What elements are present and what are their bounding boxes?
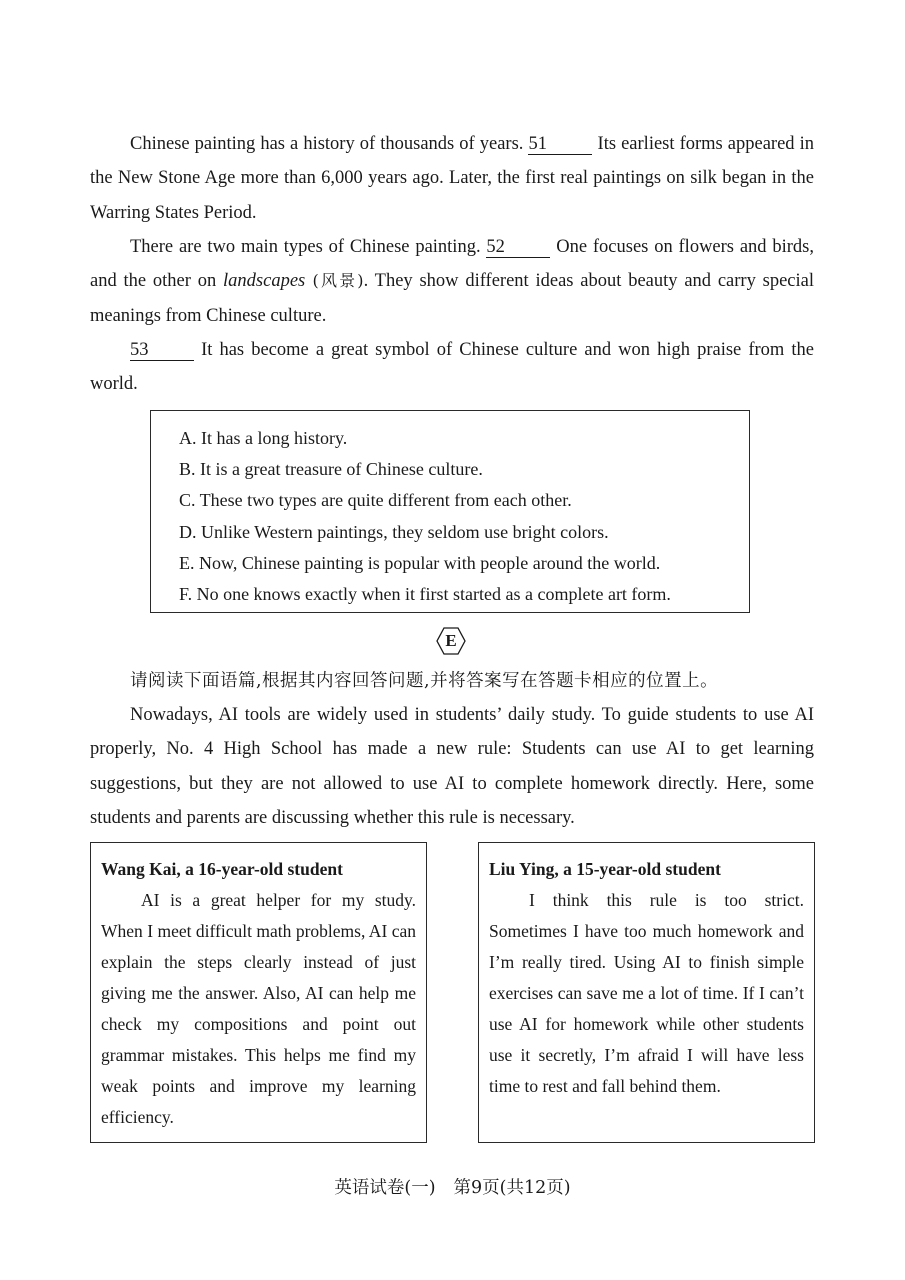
paper-title: 英语试卷(一) — [334, 1178, 436, 1198]
option-d: D. Unlike Western paintings, they seldom use bright colors. — [179, 521, 609, 542]
paragraph-text: There are two main types of Chinese painting. — [130, 237, 487, 257]
section-letter: E — [445, 631, 457, 650]
option-c: C. These two types are quite different from each other. — [179, 490, 572, 511]
paragraph-text: . They show different ideas about beauty and carry special meanings from Chinese culture. — [90, 271, 814, 326]
section-e-badge — [436, 626, 466, 656]
paragraph-text: It has become a great symbol of Chinese culture and won high praise from the world. — [90, 340, 814, 395]
options-box — [150, 410, 750, 613]
chinese-gloss: (风景) — [305, 271, 364, 291]
option-b: B. It is a great treasure of Chinese culture. — [179, 459, 483, 480]
page-number: 第9页(共12页) — [453, 1178, 571, 1198]
opinion-box-liu-ying — [478, 842, 815, 1143]
option-e: E. Now, Chinese painting is popular with people around the world. — [179, 552, 661, 573]
section-e-intro: Nowadays, AI tools are widely used in students’ daily study. To guide students to use AI properly, No. 4 High School has made a new rule: Students can use AI to get learning suggestions, but they are not allowed to use AI to complete homework directly. Here, some students and parents are discussing whether this rule is necessary. — [90, 705, 814, 828]
blank-52: 52 — [486, 237, 550, 258]
paragraph-text: One focuses on flowers and birds, and the other on — [90, 237, 814, 292]
opinion-box-wang-kai — [90, 842, 427, 1143]
paragraph-text: Chinese painting has a history of thousands of years. — [130, 134, 529, 154]
options-list — [151, 411, 749, 610]
option-a: A. It has a long history. — [179, 428, 348, 448]
passage-paragraph-2 — [90, 230, 814, 333]
blank-51: 51 — [528, 134, 592, 155]
italic-term: landscapes — [223, 271, 306, 292]
option-f: F. No one knows exactly when it first started as a complete art form. — [179, 584, 671, 605]
opinion-text: AI is a great helper for my study. When I meet difficult math problems, AI can explain the steps clearly instead of just giving me the answer. Also, AI can help me check my compositions and point out grammar mistakes. This helps me find my weak points and improve my learning efficiency. — [101, 890, 416, 1127]
passage-paragraph-3 — [90, 333, 814, 402]
passage-paragraph-1 — [90, 127, 814, 230]
opinion-speaker: Liu Ying, a 15-year-old student — [489, 859, 721, 879]
paragraph-text: Its earliest forms appeared in the New Stone Age more than 6,000 years ago. Later, the first real paintings on silk began in the Warring States Period. — [90, 134, 814, 223]
opinion-speaker: Wang Kai, a 16-year-old student — [101, 859, 343, 879]
opinion-text: I think this rule is too strict. Sometimes I have too much homework and I’m really tired. Using AI to finish simple exercises can save me a lot of time. If I can’t use AI for homework while other students use it secretly, I’m afraid I will have less time to rest and fall behind them. — [489, 890, 804, 1096]
page-footer — [0, 1175, 905, 1201]
blank-53: 53 — [130, 340, 194, 361]
section-instruction: 请阅读下面语篇,根据其内容回答问题,并将答案写在答题卡相应的位置上。 — [130, 671, 719, 691]
